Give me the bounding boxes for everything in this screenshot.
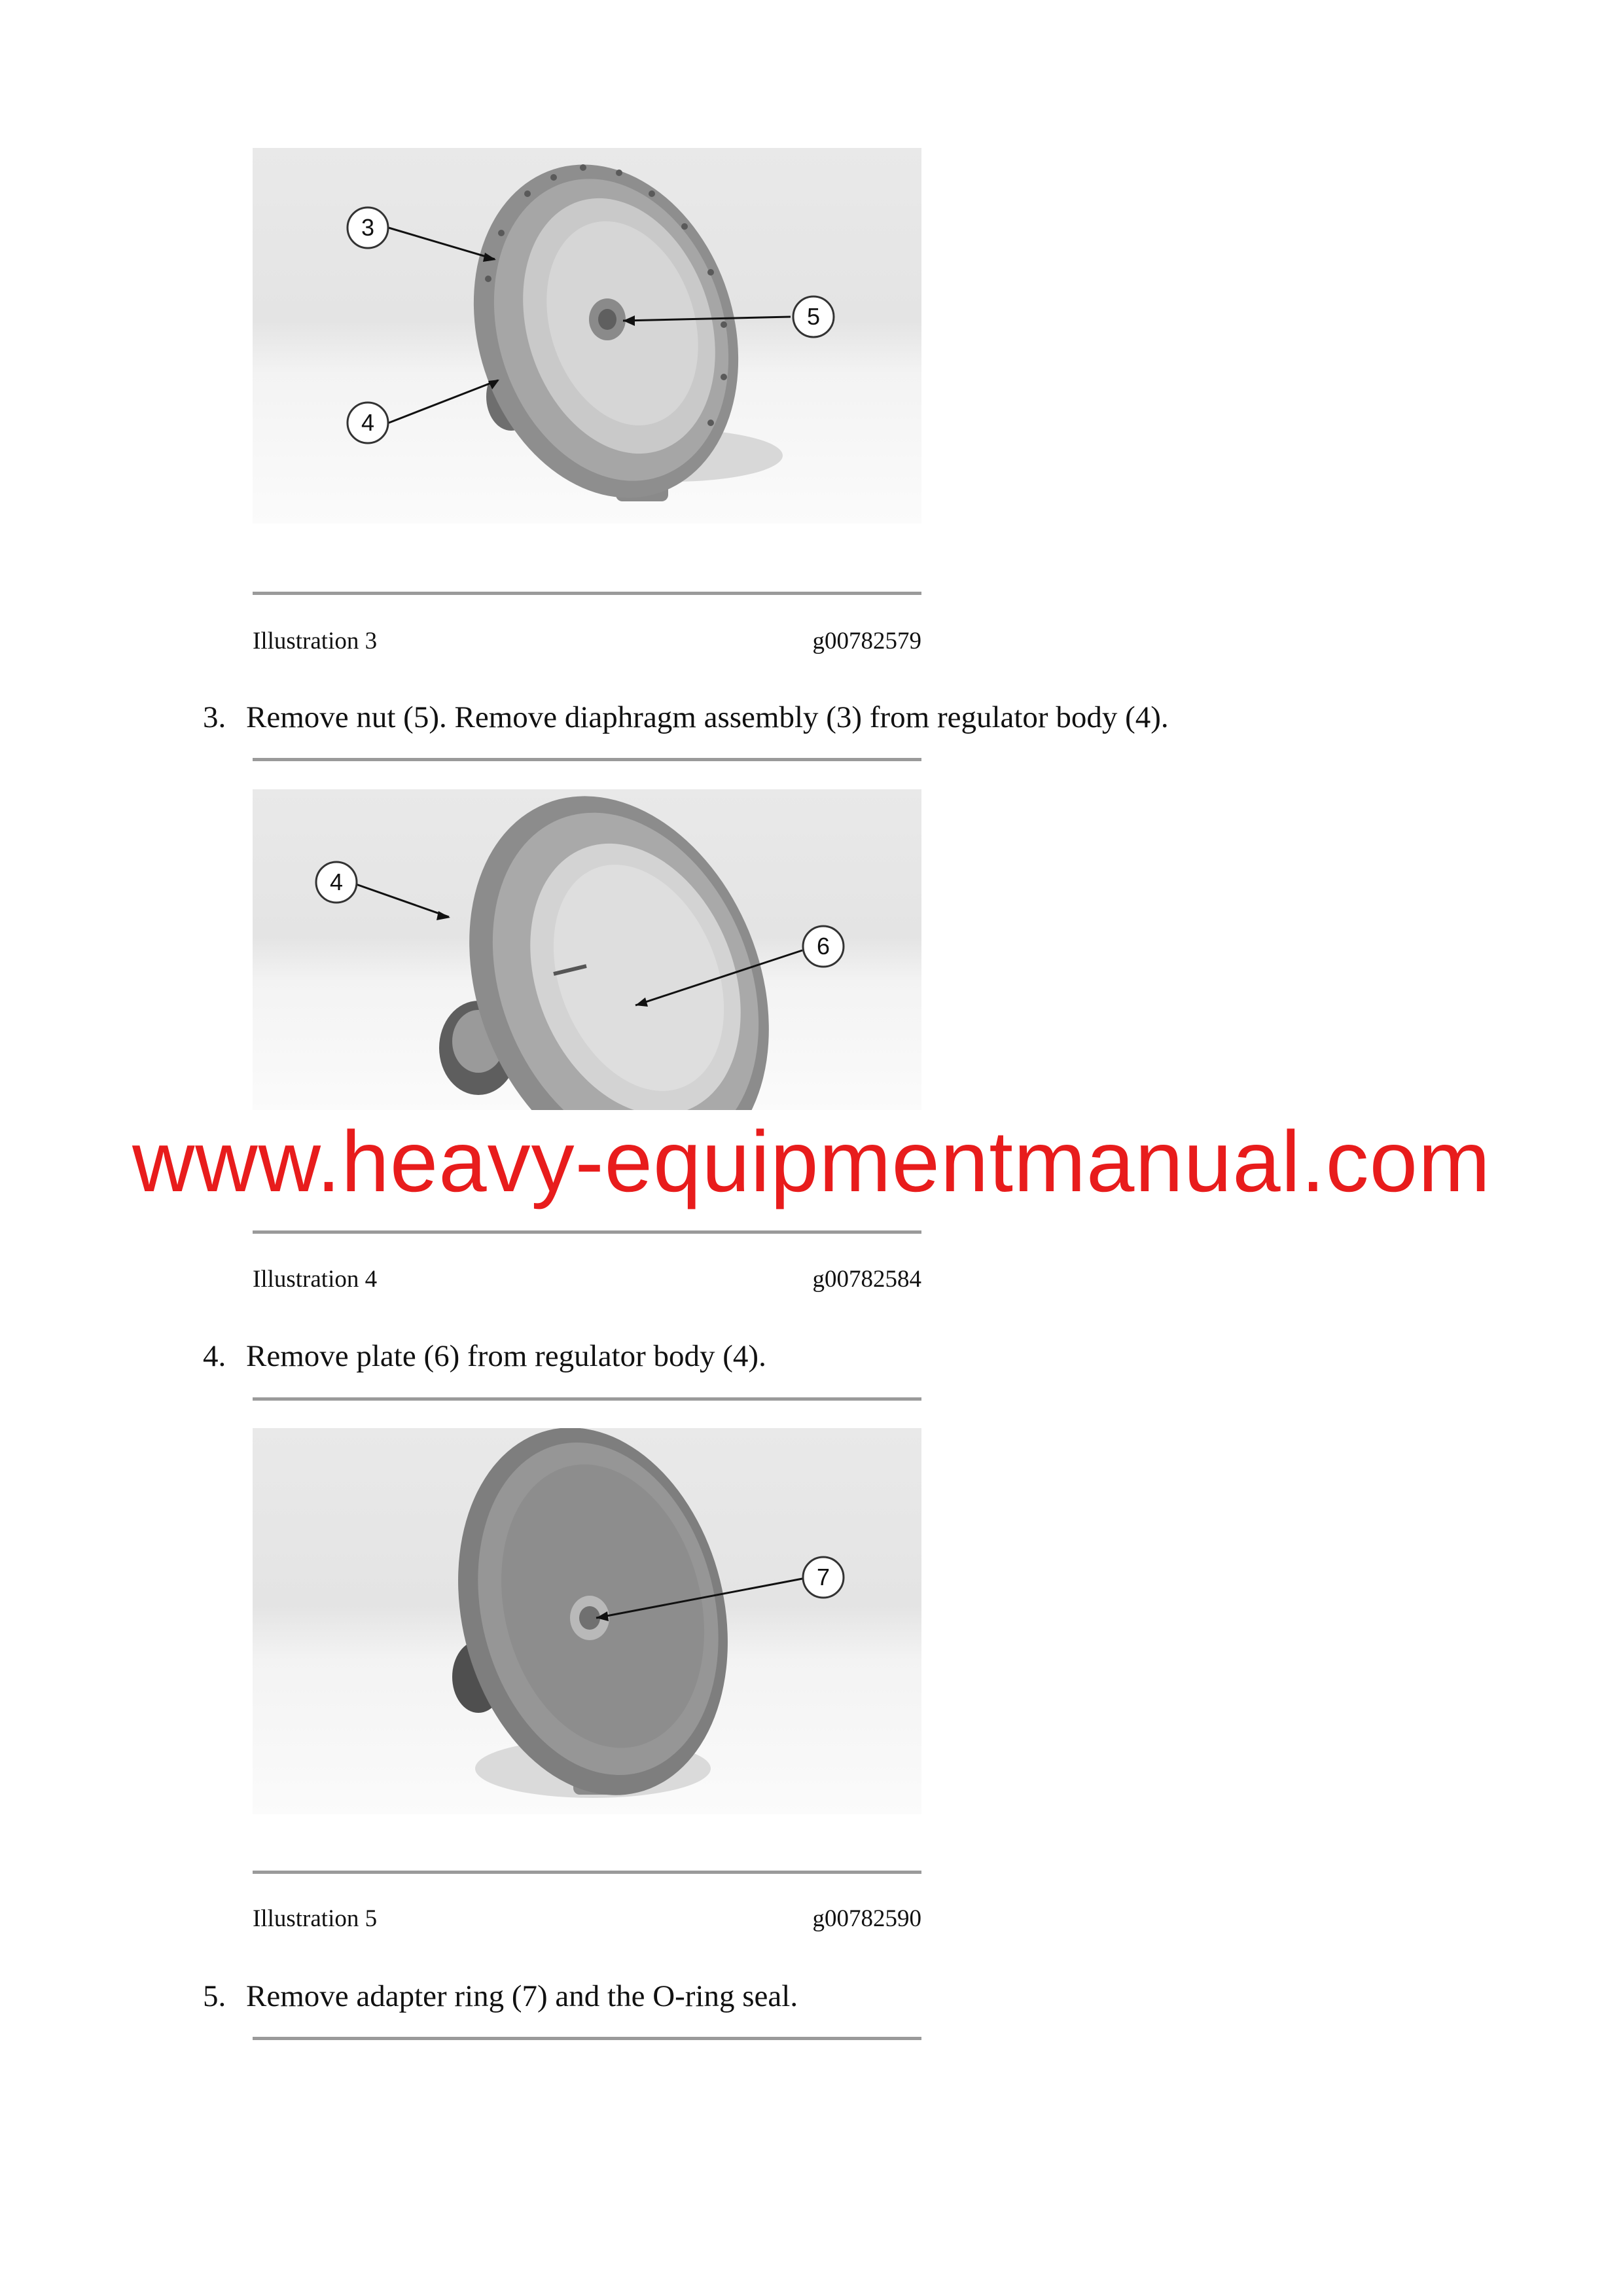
watermark: www.heavy-equipmentmanual.com [132,1113,1491,1210]
callout-4: 4 [329,869,344,895]
callout-3: 3 [361,214,375,241]
illustration-3-caption [253,625,921,658]
step-3-number: 3. [203,700,226,734]
illustration-5-code: g00782590 [812,1905,921,1932]
illustration-5-rule [253,1871,921,1874]
step-3 [203,698,1169,737]
illustration-4-code: g00782584 [812,1266,921,1293]
step-4-number: 4. [203,1339,226,1373]
step-5-rule [253,2037,921,2040]
illustration-3-code: g00782579 [812,628,921,655]
step-4-rule [253,1397,921,1401]
illustration-4-photo [253,789,921,1110]
illustration-5-label: Illustration 5 [253,1905,378,1932]
step-5-text: Remove adapter ring (7) and the O-ring seal. [246,1979,798,2013]
callout-6: 6 [816,933,830,960]
callout-7: 7 [816,1564,830,1590]
illustration-5-photo [253,1428,921,1814]
step-3-rule [253,758,921,761]
step-4 [203,1336,766,1376]
illustration-5-caption [253,1903,921,1935]
step-3-text: Remove nut (5). Remove diaphragm assembly (3) from regulator body (4). [246,700,1169,734]
callout-5: 5 [806,303,821,330]
illustration-3-photo [253,148,921,524]
illustration-4-rule [253,1230,921,1234]
callout-4: 4 [361,409,375,436]
illustration-3-rule [253,592,921,595]
step-5-number: 5. [203,1979,226,2013]
illustration-3-label: Illustration 3 [253,628,378,655]
illustration-4-caption [253,1263,921,1296]
illustration-4-label: Illustration 4 [253,1266,378,1293]
step-5 [203,1977,798,2016]
step-4-text: Remove plate (6) from regulator body (4). [246,1339,766,1373]
